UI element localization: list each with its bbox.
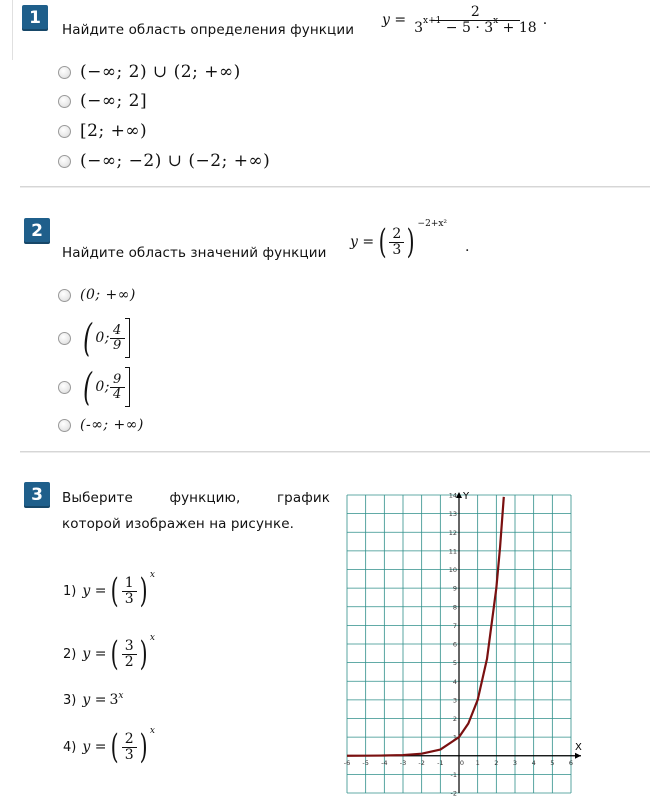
question-prompt-line-1	[62, 490, 330, 506]
option-label: (−∞; 2]	[80, 91, 148, 111]
y-tick-label: -1	[450, 770, 457, 779]
radio-button[interactable]	[58, 155, 71, 168]
y-tick-label: 11	[448, 547, 457, 556]
formula-exponent: −2+x²	[417, 219, 448, 229]
choice-lhs: y =	[82, 739, 107, 755]
y-tick-label: 4	[452, 677, 457, 686]
question-number-badge: 2	[24, 218, 50, 244]
y-tick-label: 1	[452, 733, 457, 742]
x-tick-label: 1	[475, 758, 480, 767]
prompt-word: график	[276, 490, 330, 506]
radio-button[interactable]	[58, 95, 71, 108]
y-tick-label: 14	[448, 491, 457, 500]
y-tick-label: 5	[452, 659, 457, 668]
answer-option-3[interactable]	[58, 365, 130, 409]
choice-lhs: y =	[82, 583, 107, 599]
question-prompt: Найдите область значений функции	[62, 245, 327, 261]
prompt-word: функцию,	[169, 490, 241, 506]
choice-label: 4)	[63, 739, 77, 755]
range-formula: y = ( $\frac{2}{3}$ ) −2+x² .	[350, 219, 470, 262]
option-label: ( 0; $\frac{9}{4}$	[80, 365, 130, 409]
answer-choice-1: 1) y = ( $\frac{1}{3}$ ) x	[63, 570, 155, 611]
x-tick-label: -6	[343, 758, 351, 767]
prompt-word: Выберите	[62, 490, 133, 506]
x-tick-label: -1	[437, 758, 444, 767]
x-tick-label: -5	[362, 758, 369, 767]
answer-option-1[interactable]	[58, 287, 136, 303]
x-tick-label: -3	[399, 758, 407, 767]
choice-lhs: y =	[82, 646, 107, 662]
left-edge-divider	[0, 0, 13, 60]
y-axis-label: Y	[463, 491, 470, 502]
x-tick-label: 6	[568, 758, 574, 767]
function-curve	[347, 497, 504, 756]
choice-label: 3)	[63, 692, 77, 708]
x-tick-label: 0	[459, 758, 465, 767]
y-tick-label: -2	[450, 789, 457, 798]
radio-button[interactable]	[58, 125, 71, 138]
option-label: (0; +∞)	[80, 287, 136, 303]
option-label: (−∞; −2) ∪ (−2; +∞)	[80, 151, 271, 171]
y-tick-label: 6	[452, 640, 457, 649]
option-label: (−∞; 2) ∪ (2; +∞)	[80, 62, 241, 82]
y-tick-label: 12	[448, 528, 457, 537]
y-tick-label: 9	[452, 584, 457, 593]
x-tick-label: -4	[381, 758, 388, 767]
option-label: ( 0; $\frac{4}{9}$	[80, 316, 130, 360]
x-axis-arrow	[575, 753, 581, 759]
choice-lhs: y =	[82, 692, 107, 708]
answer-option-2[interactable]	[58, 91, 147, 111]
formula-numerator: 2	[431, 5, 520, 21]
radio-button[interactable]	[58, 419, 71, 432]
answer-option-4[interactable]	[58, 151, 270, 171]
y-tick-label: 8	[452, 603, 457, 612]
function-graph	[345, 491, 585, 797]
formula-tail: .	[465, 239, 470, 255]
x-axis-label: X	[575, 741, 582, 753]
question-number-badge: 1	[22, 5, 48, 31]
answer-option-2[interactable]	[58, 316, 130, 360]
formula-denominator: $3^{x+1} - 5 \cdot 3^x + 18$	[414, 15, 537, 36]
answer-choice-4: 4) y = ( $\frac{2}{3}$ ) x	[63, 726, 155, 767]
option-label: (-∞; +∞)	[80, 417, 144, 433]
choice-label: 2)	[63, 646, 77, 662]
answer-option-4[interactable]	[58, 417, 144, 433]
x-tick-label: -2	[418, 758, 425, 767]
formula-lhs: y =	[350, 234, 375, 250]
radio-button[interactable]	[58, 332, 71, 345]
y-tick-label: 13	[448, 510, 457, 519]
question-prompt-line-2: которой изображен на рисунке.	[62, 516, 295, 532]
x-tick-label: 2	[494, 758, 499, 767]
question-card-2	[20, 206, 650, 452]
option-label: [2; +∞)	[80, 121, 148, 141]
answer-choice-2: 2) y = ( $\frac{3}{2}$ ) x	[63, 633, 155, 674]
formula-lhs: y =	[382, 12, 407, 29]
radio-button[interactable]	[58, 289, 71, 302]
domain-formula	[382, 5, 547, 35]
choice-label: 1)	[63, 583, 77, 599]
radio-button[interactable]	[58, 66, 71, 79]
radio-button[interactable]	[58, 381, 71, 394]
formula-numerator: 2	[389, 227, 404, 243]
x-tick-label: 5	[550, 758, 555, 767]
y-tick-label: 3	[452, 696, 457, 705]
question-prompt: Найдите область определения функции	[62, 22, 355, 38]
question-number-badge: 3	[24, 482, 50, 508]
y-tick-label: 7	[452, 621, 457, 630]
question-card-1	[20, 0, 650, 187]
x-tick-label: 4	[531, 758, 536, 767]
y-tick-label: 10	[448, 566, 457, 574]
answer-choice-3: 3) y = 3 x	[63, 691, 124, 708]
formula-tail: .	[542, 12, 548, 29]
x-tick-label: 3	[512, 758, 518, 767]
answer-option-3[interactable]	[58, 121, 147, 141]
answer-option-1[interactable]	[58, 62, 241, 82]
formula-denominator: 3	[392, 241, 402, 258]
y-tick-label: 2	[452, 715, 457, 723]
